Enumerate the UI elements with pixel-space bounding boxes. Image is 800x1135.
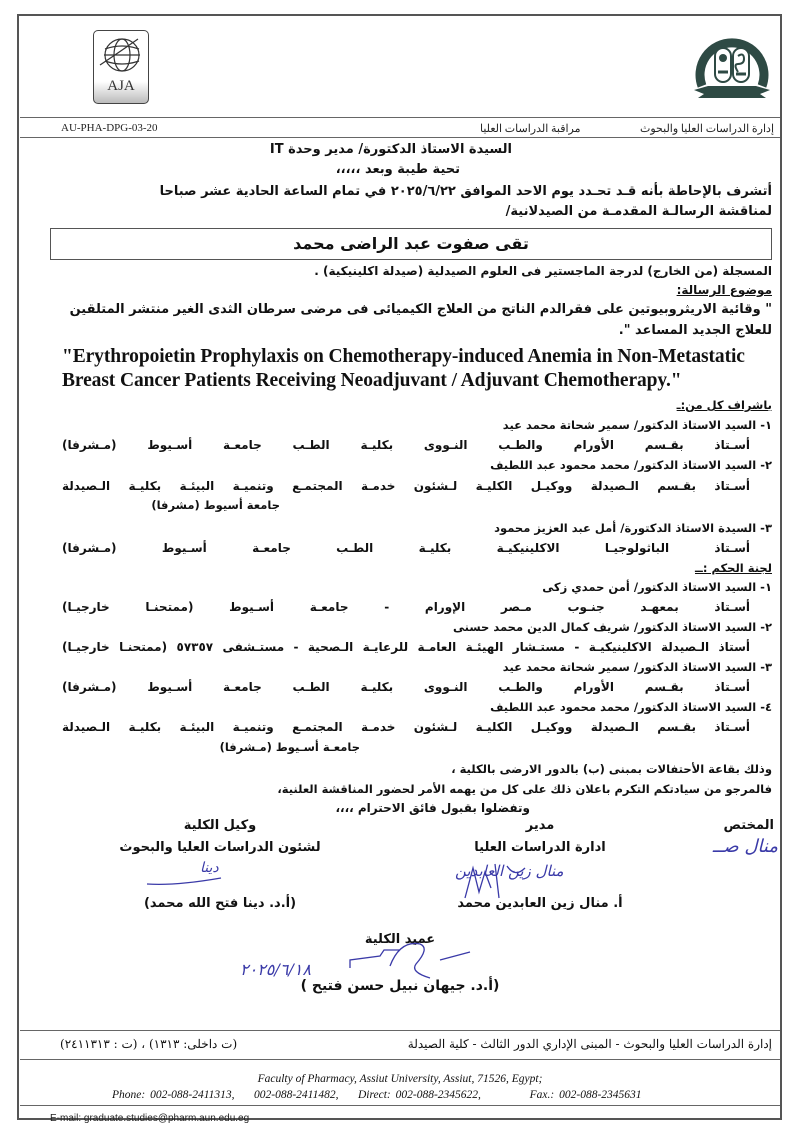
committee-4-title-2: جامعـة أسـيوط (مـشرفا): [219, 740, 360, 754]
header-dept-right: إدارة الدراسات العليا والبحوث: [639, 123, 774, 135]
footer-phone-ar: (ت داخلى: ١٣١٣) ، (ت : ٢٤١١٣١٣): [60, 1037, 238, 1051]
committee-2-title: أستاذ الـصيدلة الاكلينيكيـة - مستـشار الهيئـة العامـة للرعايـة الـصحية - مستـشفى ٥٧٣٥٧ (ممتحنـا خارجيـا): [62, 640, 750, 654]
aja-logo: [93, 30, 149, 104]
candidate-name-box: [50, 228, 772, 260]
vice-dean-signature: دينا: [200, 860, 219, 876]
header-divider-bottom: [20, 137, 780, 138]
globe-icon: [98, 35, 142, 75]
footer-fax: Fax.: 002-088-2345631: [529, 1089, 642, 1101]
supervisor-2-name: ٢- السيد الاستاذ الدكتور/ محمد محمود عبد اللطيف: [490, 458, 772, 472]
footer-phone-2: 002-088-2411482,: [254, 1089, 339, 1101]
dean-name: (أ.د. جيهان نبيل حسن فتيح ): [300, 978, 500, 994]
subject-ar-line-2: للعلاج الجديد المساعد ".: [618, 323, 772, 338]
subject-en-line-1: "Erythropoietin Prophylaxis on Chemotherapy-induced Anemia in Non-Metastatic: [62, 346, 745, 367]
footer-phone: Phone: 002-088-2411313,: [112, 1089, 235, 1101]
footer-address-en: Faculty of Pharmacy, Assiut University, Assiut, 71526, Egypt;: [257, 1073, 543, 1085]
intro-line-2: لمناقشة الرسالـة المقدمـة من الصيدلانية/: [505, 204, 772, 219]
greeting: تحية طيبة وبعد ،،،،،: [335, 162, 460, 177]
university-logo: [688, 28, 776, 110]
venue: وذلك بقاعة الأحتفالات بمبنى (ب) بالدور الارضى بالكلية ،: [451, 762, 772, 776]
director-dept: ادارة الدراسات العليا: [474, 840, 606, 855]
footer-contacts: [112, 1089, 642, 1101]
director-signature: منال زين العابدين: [455, 862, 564, 880]
vice-dean-signature-stroke: [145, 870, 225, 890]
vice-dean-label: وكيل الكلية: [183, 818, 257, 833]
footer-divider-1: [20, 1030, 780, 1031]
header-divider-top: [20, 117, 780, 118]
committee-1-name: ١- السيد الاستاذ الدكتور/ أمن حمدي زكى: [542, 580, 772, 594]
committee-2-name: ٢- السيد الاستاذ الدكتور/ شريف كمال الدين محمد حسنى: [453, 620, 772, 634]
committee-1-title: أسـتاذ بمعهـد جنـوب مـصر الإورام - جامعـة أسـيوط (ممتحنـا خارجيـا): [62, 600, 750, 614]
committee-4-name: ٤- السيد الاستاذ الدكتور/ محمد محمود عبد اللطيف: [490, 700, 772, 714]
supervisor-1-title: أسـتاذ بقـسم الأورام والطـب النـووى بكليـة الطـب جامعـة أسـيوط (مـشرفا): [62, 438, 750, 452]
header-dept-mid: مراقبة الدراسات العليا: [480, 123, 581, 135]
footer-email[interactable]: E-mail: graduate.studies@pharm.aun.edu.eg: [50, 1113, 250, 1124]
vice-dean-dept: لشئون الدراسات العليا والبحوث: [119, 840, 321, 855]
dean-signature-date: ٢٠٢٥/٦/١٨: [240, 960, 311, 979]
supervisor-1-name: ١- السيد الاستاذ الدكتور/ سمير شحاتة محمد عيد: [502, 418, 772, 432]
vice-dean-name: (أ.د. دينا فتح الله محمد): [143, 896, 297, 911]
committee-label: لجنة الحكم :ــ: [695, 561, 772, 575]
director-label: مدير: [525, 818, 555, 833]
request: فالمرجو من سيادتكم التكرم باعلان ذلك على كل من يهمه الأمر لحضور المناقشة العلنية،: [277, 782, 772, 796]
dean-label: عميد الكلية: [364, 932, 436, 947]
supervisor-3-title: أسـتاذ الباثولوجيـا الاكلينيكيـة بكليـة الطـب جامعـة أسـيوط (مـشرفا): [62, 541, 750, 555]
footer-direct: Direct: 002-088-2345622,: [357, 1089, 481, 1101]
specialist-signature: منال صــ: [712, 836, 778, 857]
supervisors-label: باشراف كل من:ـ: [676, 398, 772, 412]
registration: المسجلة (من الخارج) لدرجة الماجستير فى العلوم الصيدلية (صيدلة اكلينيكية) .: [314, 264, 772, 278]
subject-ar-line-1: " وقائية الاريثروبيوتين على فقرالدم الناتج من العلاج الكيميائى فى مرضى سرطان الثدى الغير منتشر المتلقين: [69, 302, 772, 317]
footer-address-ar: إدارة الدراسات العليا والبحوث - المبنى الإداري الدور الثالث - كلية الصيدلة: [407, 1037, 772, 1051]
form-code: AU-PHA-DPG-03-20: [61, 122, 158, 134]
addressee: السيدة الاستاذ الدكتورة/ مدير وحدة IT: [269, 142, 512, 157]
candidate-name: تقى صفوت عبد الراضى محمد: [293, 234, 529, 253]
director-name: أ. منال زين العابدين محمد: [457, 896, 623, 911]
header-row: [55, 122, 774, 136]
subject-label: موضوع الرسالة:: [676, 283, 772, 297]
supervisor-2-title-2: جامعة أسيوط (مشرفا): [151, 498, 280, 512]
closing: وتفضلوا بقبول فائق الاحترام ،،،،: [335, 801, 530, 815]
committee-4-title: أسـتاذ بقـسم الـصيدلة ووكيـل الكليـة لـشئون خدمـة المجتمـع وتنميـة البيئـة بكليـة الـصيدلة: [62, 720, 750, 734]
intro-line-1: أتشرف بالإحاطة بأنه قـد تحـدد يوم الاحد الموافق ٢٠٢٥/٦/٢٢ في تمام الساعة الحادية عشر صباحا: [159, 184, 772, 199]
subject-en-line-2: Breast Cancer Patients Receiving Neoadjuvant / Adjuvant Chemotherapy.": [62, 370, 682, 391]
specialist-label: المختص: [723, 818, 774, 833]
aja-logo-text: AJA: [107, 78, 135, 94]
committee-3-title: أسـتاذ بقـسم الأورام والطـب النـووى بكليـة الطـب جامعـة أسـيوط (مـشرفا): [62, 680, 750, 694]
supervisor-3-name: ٣- السيدة الاستاذ الدكتورة/ أمل عبد العزيز محمود: [494, 521, 772, 535]
footer-divider-2: [20, 1059, 780, 1060]
committee-3-name: ٣- السيد الاستاذ الدكتور/ سمير شحاتة محمد عيد: [502, 660, 772, 674]
supervisor-2-title: أسـتاذ بقـسم الـصيدلة ووكيـل الكليـة لـشئون خدمـة المجتمـع وتنميـة البيئـة بكليـة الـصيدلة: [62, 479, 750, 493]
footer-divider-3: [20, 1105, 780, 1106]
